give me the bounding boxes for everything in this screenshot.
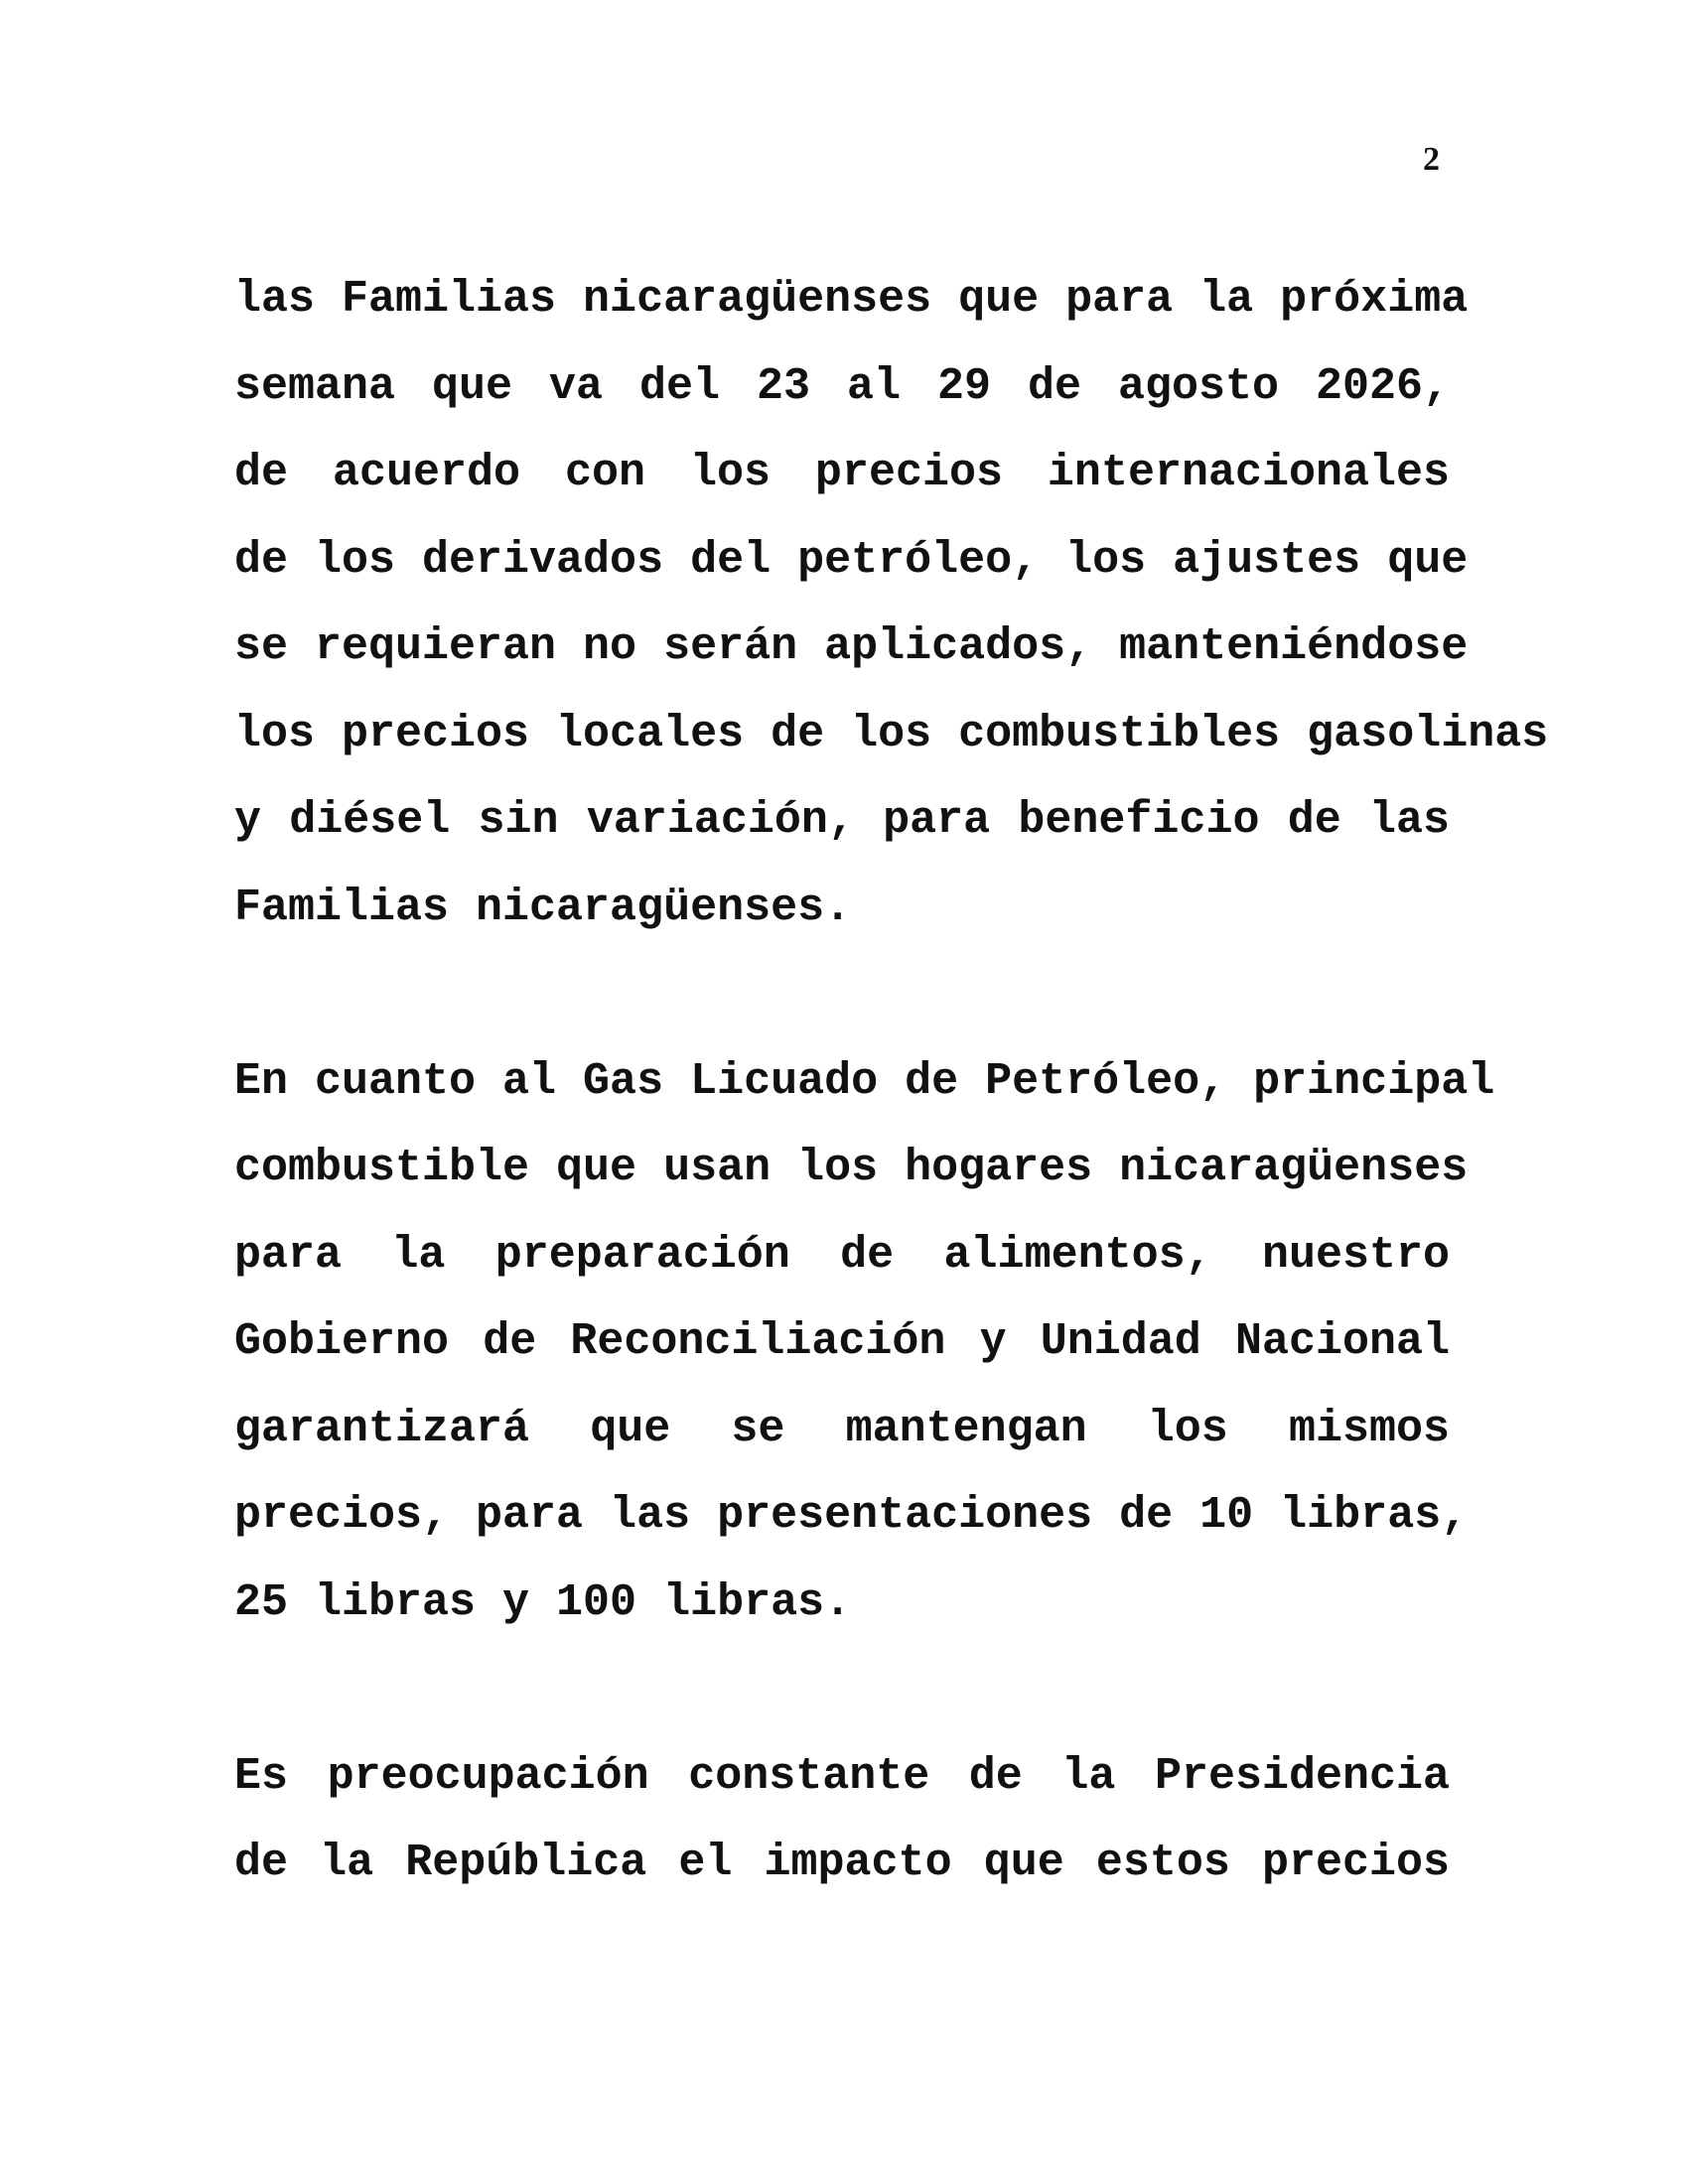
text-line: y diésel sin variación, para beneficio de las bbox=[234, 795, 1450, 846]
paragraph-3 bbox=[234, 1733, 1450, 1907]
text-line: combustible que usan los hogares nicaragüenses bbox=[234, 1143, 1469, 1193]
text-line: de acuerdo con los precios internacionales bbox=[234, 448, 1450, 498]
text-line: En cuanto al Gas Licuado de Petróleo, principal bbox=[234, 1055, 1495, 1107]
text-line: Gobierno de Reconciliación y Unidad Nacional bbox=[234, 1316, 1450, 1367]
paragraph-1 bbox=[234, 256, 1549, 951]
text-line: se requieran no serán aplicados, manteniéndose bbox=[234, 621, 1469, 672]
text-line: semana que va del 23 al 29 de agosto 2026, bbox=[234, 360, 1450, 412]
text-line: 25 libras y 100 libras. bbox=[234, 1576, 852, 1628]
text-line: Es preocupación constante de la Presidencia bbox=[234, 1750, 1450, 1802]
page-number: 2 bbox=[1423, 141, 1440, 178]
paragraph-2 bbox=[234, 1038, 1495, 1647]
text-line: Familias nicaragüenses. bbox=[234, 882, 852, 933]
document-body bbox=[234, 256, 1549, 1993]
text-line: las Familias nicaragüenses que para la próxima bbox=[234, 274, 1469, 325]
text-line: de los derivados del petróleo, los ajustes que bbox=[234, 534, 1469, 586]
text-line: los precios locales de los combustibles gasolinas bbox=[234, 708, 1549, 759]
text-line: de la República el impacto que estos precios bbox=[234, 1838, 1450, 1888]
text-line: garantizará que se mantengan los mismos bbox=[234, 1403, 1450, 1454]
text-line: precios, para las presentaciones de 10 libras, bbox=[234, 1490, 1469, 1541]
text-line: para la preparación de alimentos, nuestro bbox=[234, 1229, 1450, 1281]
